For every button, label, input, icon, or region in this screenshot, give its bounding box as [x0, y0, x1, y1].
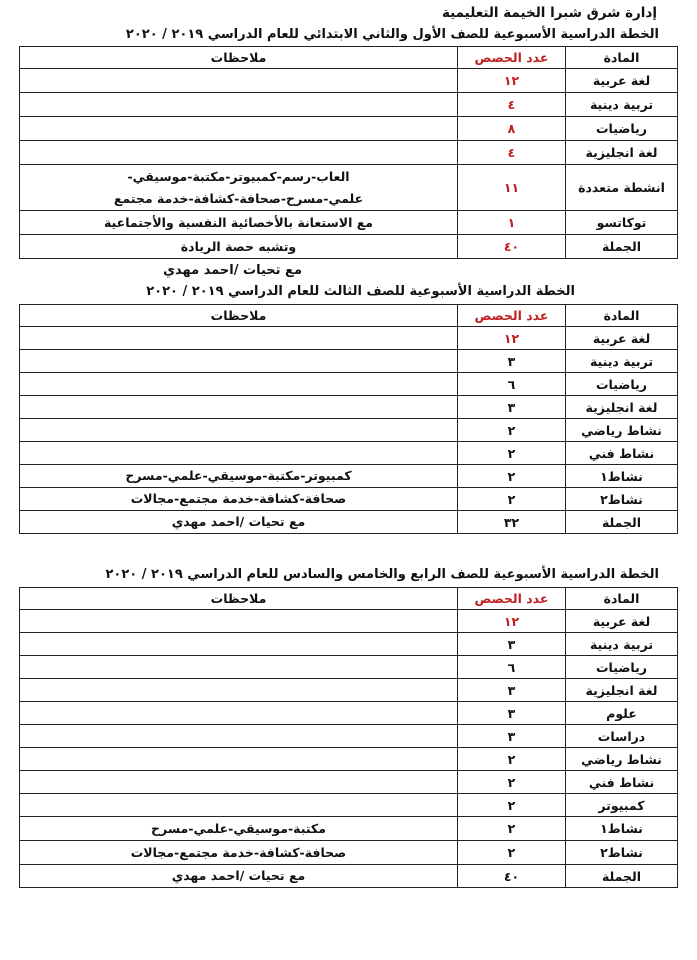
subject-cell: رياضيات	[566, 117, 678, 141]
notes-cell	[20, 794, 458, 817]
subject-cell: رياضيات	[566, 656, 678, 679]
table-row	[20, 141, 678, 165]
count-cell: ١١	[458, 165, 566, 211]
table-row	[20, 679, 678, 702]
col-subject-header: المادة	[566, 305, 678, 327]
table-row	[20, 327, 678, 350]
table-row	[20, 396, 678, 419]
plan3-title: الخطة الدراسية الأسبوعية للصف الرابع والخامس والسادس للعام الدراسي ٢٠١٩ / ٢٠٢٠	[105, 567, 659, 582]
subject-cell: لغة انجليزية	[566, 141, 678, 165]
plan2-title: الخطة الدراسية الأسبوعية للصف الثالث للعام الدراسي ٢٠١٩ / ٢٠٢٠	[146, 284, 575, 299]
count-cell: ٣	[458, 396, 566, 419]
table-row	[20, 702, 678, 725]
notes-cell	[20, 69, 458, 93]
table-row	[20, 748, 678, 771]
notes-cell	[20, 610, 458, 633]
col-subject-header: المادة	[566, 47, 678, 69]
note-line: العاب-رسم-كمبيوتر-مكتبة-موسيقي-	[127, 168, 350, 184]
plan1-header-row	[20, 47, 678, 69]
subject-cell: لغة انجليزية	[566, 396, 678, 419]
notes-cell: وتشبه حصة الريادة	[20, 235, 458, 259]
notes-cell	[20, 117, 458, 141]
subject-cell: نشاط فني	[566, 442, 678, 465]
count-cell: ٦	[458, 373, 566, 396]
count-cell: ٢	[458, 794, 566, 817]
notes-cell: مع الاستعانة بالأخصائية النفسية والأجتماعية	[20, 211, 458, 235]
subject-cell: لغة عربية	[566, 327, 678, 350]
table-row	[20, 633, 678, 656]
col-subject-header: المادة	[566, 588, 678, 610]
subject-cell: الجملة	[566, 511, 678, 534]
col-count-header: عدد الحصص	[458, 588, 566, 610]
notes-cell: مكتبة-موسيقي-علمي-مسرح	[20, 817, 458, 841]
count-cell: ٨	[458, 117, 566, 141]
count-cell: ٢	[458, 817, 566, 841]
subject-cell: توكاتسو	[566, 211, 678, 235]
table-row	[20, 794, 678, 817]
count-cell: ٦	[458, 656, 566, 679]
administration-header: إدارة شرق شبرا الخيمة التعليمية	[441, 5, 657, 21]
count-cell: ٤	[458, 141, 566, 165]
notes-cell	[20, 442, 458, 465]
count-cell: ٤	[458, 93, 566, 117]
notes-cell	[20, 656, 458, 679]
plan3-table	[19, 587, 678, 888]
notes-cell	[20, 725, 458, 748]
count-cell: ٢	[458, 488, 566, 511]
plan1-signature: مع تحيات /احمد مهدي	[163, 263, 302, 278]
plan1-table	[19, 46, 678, 259]
subject-cell: نشاط رياضي	[566, 419, 678, 442]
plan2-header-row	[20, 305, 678, 327]
count-cell: ٤٠	[458, 865, 566, 888]
table-row	[20, 465, 678, 488]
plan1-title: الخطة الدراسية الأسبوعية للصف الأول والثاني الابتدائي للعام الدراسي ٢٠١٩ / ٢٠٢٠	[125, 27, 659, 42]
subject-cell: الجملة	[566, 235, 678, 259]
table-row	[20, 865, 678, 888]
subject-cell: رياضيات	[566, 373, 678, 396]
subject-cell: تربية دينية	[566, 93, 678, 117]
notes-cell: مع تحيات /احمد مهدي	[20, 865, 458, 888]
subject-cell: لغة عربية	[566, 610, 678, 633]
count-cell: ٢	[458, 442, 566, 465]
table-row	[20, 211, 678, 235]
table-row	[20, 610, 678, 633]
table-row	[20, 725, 678, 748]
notes-cell: صحافة-كشافة-خدمة مجتمع-مجالات	[20, 841, 458, 865]
subject-cell: الجملة	[566, 865, 678, 888]
count-cell: ٤٠	[458, 235, 566, 259]
count-cell: ٢	[458, 771, 566, 794]
subject-cell: كمبيوتر	[566, 794, 678, 817]
subject-cell: دراسات	[566, 725, 678, 748]
subject-cell: تربية دينية	[566, 633, 678, 656]
subject-cell: نشاط١	[566, 465, 678, 488]
notes-cell	[20, 373, 458, 396]
subject-cell: انشطة متعددة	[566, 165, 678, 211]
table-row	[20, 93, 678, 117]
table-row	[20, 235, 678, 259]
table-row	[20, 771, 678, 794]
count-cell: ٢	[458, 748, 566, 771]
table-row	[20, 350, 678, 373]
notes-cell	[20, 350, 458, 373]
notes-cell	[20, 702, 458, 725]
notes-cell	[20, 165, 458, 211]
notes-cell	[20, 633, 458, 656]
col-notes-header: ملاحظات	[20, 588, 458, 610]
subject-cell: نشاط٢	[566, 841, 678, 865]
subject-cell: نشاط١	[566, 817, 678, 841]
notes-cell	[20, 327, 458, 350]
table-row	[20, 373, 678, 396]
count-cell: ٢	[458, 841, 566, 865]
table-row	[20, 817, 678, 841]
notes-cell	[20, 396, 458, 419]
notes-cell	[20, 93, 458, 117]
plan2-table	[19, 304, 678, 534]
notes-cell	[20, 679, 458, 702]
count-cell: ١٢	[458, 610, 566, 633]
notes-cell	[20, 748, 458, 771]
subject-cell: نشاط فني	[566, 771, 678, 794]
col-count-header: عدد الحصص	[458, 305, 566, 327]
table-row	[20, 488, 678, 511]
notes-cell: كمبيوتر-مكتبة-موسيقي-علمي-مسرح	[20, 465, 458, 488]
count-cell: ٣	[458, 679, 566, 702]
table-row	[20, 117, 678, 141]
count-cell: ٢	[458, 419, 566, 442]
notes-cell: صحافة-كشافة-خدمة مجتمع-مجالات	[20, 488, 458, 511]
count-cell: ٣	[458, 350, 566, 373]
plan3-header-row	[20, 588, 678, 610]
notes-cell: مع تحيات /احمد مهدي	[20, 511, 458, 534]
note-line: علمي-مسرح-صحافة-كشافة-خدمة مجتمع	[113, 190, 364, 206]
count-cell: ١	[458, 211, 566, 235]
count-cell: ٢	[458, 465, 566, 488]
col-count-header: عدد الحصص	[458, 47, 566, 69]
table-row	[20, 511, 678, 534]
col-notes-header: ملاحظات	[20, 47, 458, 69]
subject-cell: تربية دينية	[566, 350, 678, 373]
table-row	[20, 442, 678, 465]
subject-cell: نشاط٢	[566, 488, 678, 511]
subject-cell: علوم	[566, 702, 678, 725]
count-cell: ٣٢	[458, 511, 566, 534]
subject-cell: نشاط رياضي	[566, 748, 678, 771]
notes-cell	[20, 141, 458, 165]
notes-cell	[20, 771, 458, 794]
table-row	[20, 165, 678, 211]
notes-cell	[20, 419, 458, 442]
table-row	[20, 419, 678, 442]
table-row	[20, 656, 678, 679]
count-cell: ٣	[458, 702, 566, 725]
count-cell: ٣	[458, 633, 566, 656]
table-row	[20, 841, 678, 865]
count-cell: ١٢	[458, 327, 566, 350]
col-notes-header: ملاحظات	[20, 305, 458, 327]
subject-cell: لغة عربية	[566, 69, 678, 93]
count-cell: ١٢	[458, 69, 566, 93]
subject-cell: لغة انجليزية	[566, 679, 678, 702]
table-row	[20, 69, 678, 93]
count-cell: ٣	[458, 725, 566, 748]
